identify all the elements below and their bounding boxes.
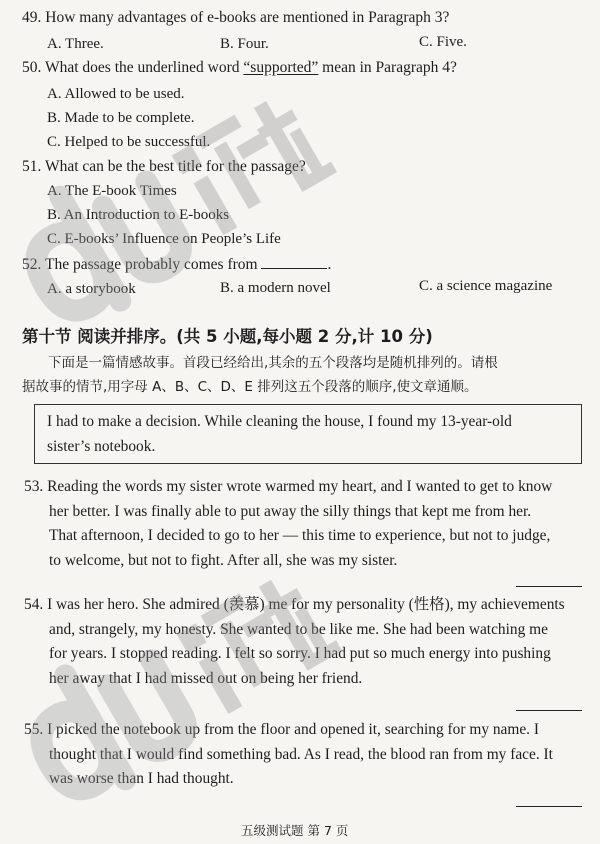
p55-answer-line[interactable] — [516, 806, 582, 807]
p53-answer-line[interactable] — [516, 586, 582, 587]
q50-option-a: A. Allowed to be used. — [47, 86, 185, 102]
question-50 — [22, 59, 457, 77]
q50-text-pre: 50. What does the underlined word — [22, 59, 244, 76]
p54-answer-line[interactable] — [516, 710, 582, 711]
paragraph-55 — [24, 718, 553, 792]
first-paragraph-line1: I had to make a decision. While cleaning the house, I found my 13-year-old — [47, 413, 512, 430]
q51-option-c: C. E-books’ Influence on People’s Life — [47, 231, 281, 247]
q52-option-a: A. a storybook — [47, 281, 136, 297]
first-paragraph-line2: sister’s notebook. — [47, 437, 156, 455]
q50-text-post: mean in Paragraph 4? — [318, 59, 457, 76]
question-51: 51. What can be the best title for the passage? — [22, 158, 306, 175]
p55-line1: 55. I picked the notebook up from the floor and opened it, searching for my name. I — [24, 721, 540, 738]
q50-option-b: B. Made to be complete. — [47, 110, 195, 126]
p54-line2: and, strangely, my honesty. She wanted to be like me. She had been watching me — [49, 620, 548, 638]
q50-option-c: C. Helped to be successful. — [47, 134, 211, 150]
q50-underlined-word: “supported” — [243, 59, 319, 76]
section-heading: 第十节 阅读并排序。(共 5 小题,每小题 2 分,计 10 分) — [22, 327, 433, 346]
p53-line2: her better. I was finally able to put away the silly things that kept me from her. — [49, 502, 532, 520]
p54-line3: for years. I stopped reading. I felt so sorry. I had put so much energy into pushing — [49, 645, 551, 662]
section-instruction-line2: 据故事的情节,用字母 A、B、C、D、E 排列这五个段落的顺序,使文章通顺。 — [22, 379, 478, 395]
q49-option-c: C. Five. — [419, 34, 467, 50]
p53-line4: to welcome, but not to fight. After all, she was my sister. — [49, 551, 398, 569]
q51-option-b: B. An Introduction to E-books — [47, 207, 230, 223]
paragraph-54 — [24, 593, 565, 691]
q52-option-b: B. a modern novel — [220, 280, 331, 296]
p54-line4: her away that I had missed out on being her friend. — [49, 669, 363, 687]
p53-line1: 53. Reading the words my sister wrote warmed my heart, and I wanted to get to know — [24, 478, 553, 495]
q52-option-c: C. a science magazine — [419, 278, 553, 294]
section-instruction-line1: 下面是一篇情感故事。首段已经给出,其余的五个段落均是随机排列的。请根 — [48, 355, 498, 371]
question-52 — [22, 256, 331, 274]
p53-line3: That afternoon, I decided to go to her — this time to experience, but not to judge, — [49, 527, 551, 544]
q51-option-a: A. The E-book Times — [47, 183, 177, 199]
p55-line2: thought that I would find something bad. As I read, the blood ran from my face. It — [49, 745, 553, 763]
paragraph-53 — [24, 475, 552, 573]
q49-option-a: A. Three. — [47, 36, 104, 52]
question-49: 49. How many advantages of e-books are mentioned in Paragraph 3? — [22, 9, 450, 26]
q52-answer-blank[interactable] — [261, 256, 327, 269]
p54-line1: 54. I was her hero. She admired (羡慕) me for my personality (性格), my achievements — [24, 596, 565, 613]
p55-line3: was worse than I had thought. — [49, 770, 234, 787]
page-footer: 五级测试题 第 7 页 — [241, 823, 349, 838]
q52-text-post: . — [327, 256, 332, 273]
given-first-paragraph — [47, 410, 512, 459]
q52-text-pre: 52. The passage probably comes from — [22, 256, 258, 273]
q49-option-b: B. Four. — [220, 36, 269, 52]
